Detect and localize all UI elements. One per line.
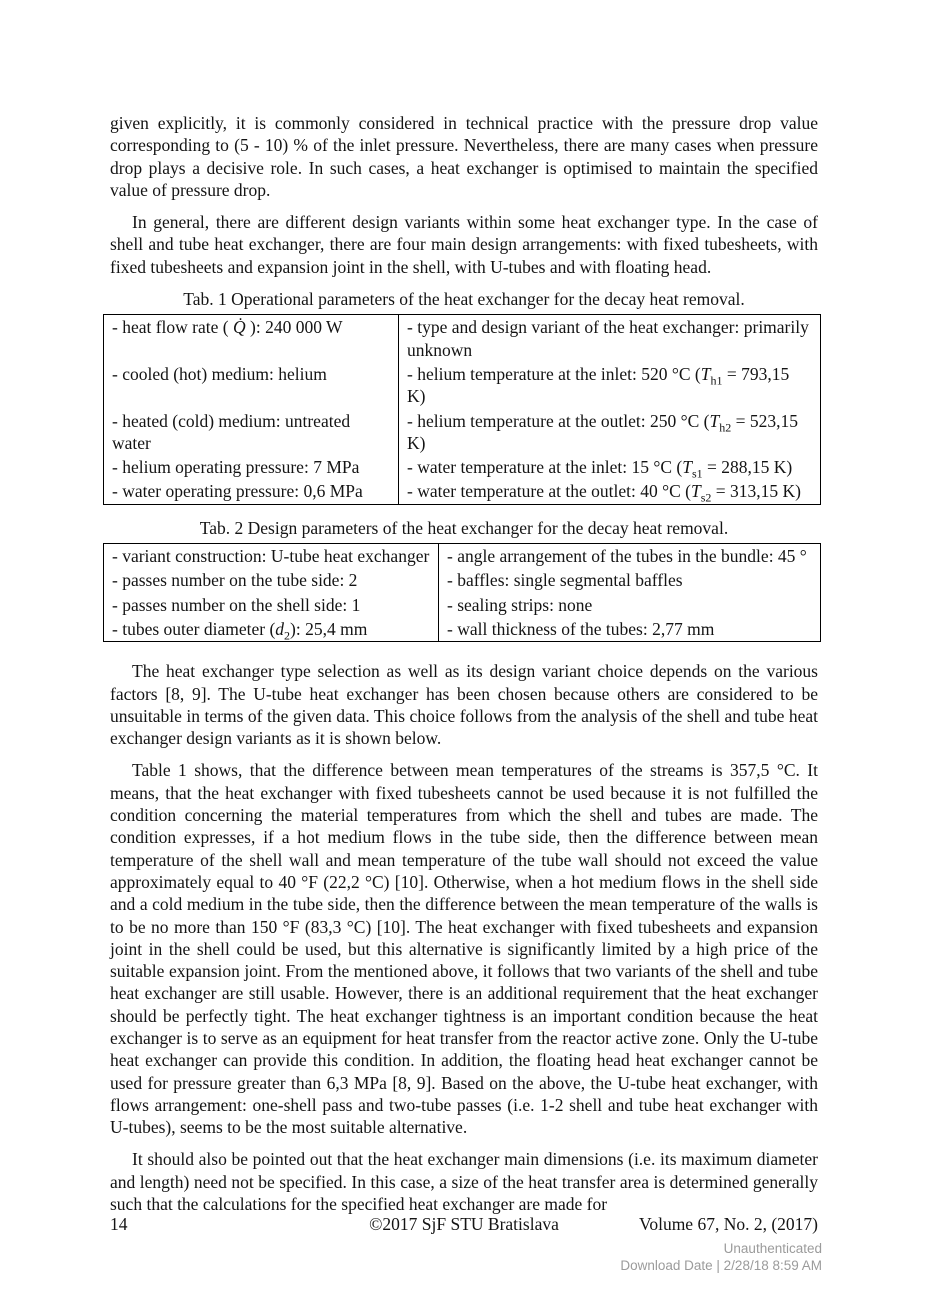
paragraph-main-dimensions: It should also be pointed out that the heat exchanger main dimensions (i.e. its maximum diameter and length) need not be specified. In this case, a size of the heat transfer area is determined generally such that the calculations for the specified heat exchanger are made for	[110, 1149, 818, 1215]
copyright-notice: ©2017 SjF STU Bratislava	[369, 1214, 559, 1234]
table-row	[104, 315, 821, 362]
table-cell: - sealing strips: none	[447, 594, 593, 615]
table-row	[104, 409, 821, 456]
table-cell: - variant construction: U-tube heat exchanger	[104, 544, 439, 569]
table-cell: - angle arrangement of the tubes in the bundle: 45 °	[447, 546, 807, 567]
download-stamp	[620, 1241, 822, 1274]
stamp-unauthenticated: Unauthenticated	[723, 1241, 822, 1256]
table-cell: - helium temperature at the outlet: 250 °C ($T_{h2} = 523,15$ K)	[407, 410, 798, 453]
table-1-operational-parameters	[103, 314, 821, 504]
table-cell: - wall thickness of the tubes: 2,77 mm	[447, 618, 715, 639]
paragraph-table1-analysis: Table 1 shows, that the difference between mean temperatures of the streams is 357,5 °C. It means, that the heat exchanger with fixed tubesheets cannot be used because it is not fulfilled the condition concerning the material temperatures from which the shell and tubes are made. The condition expresses, if a hot medium flows in the tube side, then the difference between mean temperature of the shell wall and mean temperature of the tube wall should not exceed the value approximately equal to 40 °F (22,2 °C) [10]. Otherwise, when a hot medium flows in the shell side and a cold medium in the tube side, then the difference between the mean temperature of the walls is to be no more than 150 °F (83,3 °C) [10]. The heat exchanger with fixed tubesheets and expansion joint in the shell could be used, but this alternative is significantly limited by a high price of the suitable expansion joint. From the mentioned above, it follows that two variants of the shell and tube heat exchanger are still usable. However, there is an additional requirement that the heat exchanger should be perfectly tight. The heat exchanger tightness is an important condition because the heat exchanger is to serve as an equipment for heat transfer from the reactor active zone. Only the U-tube heat exchanger can provide this condition. In addition, the floating head heat exchanger cannot be used for pressure greater than 6,3 MPa [8, 9]. Based on the above, the U-tube heat exchanger, with flows arrangement: one-shell pass and two-tube passes (i.e. 1-2 shell and tube heat exchanger with U-tubes), seems to be the most suitable alternative.	[110, 760, 818, 1138]
table-cell: - heated (cold) medium: untreated water	[104, 409, 399, 456]
table-cell: - cooled (hot) medium: helium	[104, 362, 399, 409]
table-row	[104, 593, 821, 617]
table-row	[104, 479, 821, 504]
table-row	[104, 362, 821, 409]
table-row	[104, 455, 821, 479]
table-2-design-parameters	[103, 543, 821, 642]
table-cell: - tubes outer diameter $(d_2)$: 25,4 mm	[104, 617, 439, 642]
stamp-download-date: Download Date | 2/28/18 8:59 AM	[620, 1257, 822, 1273]
table-1-caption: Tab. 1 Operational parameters of the heat exchanger for the decay heat removal.	[183, 289, 745, 310]
table-cell: - baffles: single segmental baffles	[447, 570, 683, 591]
table-cell: - helium operating pressure: 7 MPa	[104, 455, 399, 479]
table-row	[104, 568, 821, 592]
page-body-text	[110, 112, 818, 1225]
paragraph-type-selection: The heat exchanger type selection as well as its design variant choice depends on the various factors [8, 9]. The U-tube heat exchanger has been chosen because others are considered to be unsuitable in terms of the given data. This choice follows from the analysis of the shell and tube heat exchanger design variants as it is shown below.	[110, 661, 818, 749]
volume-info: Volume 67, No. 2, (2017)	[638, 1214, 818, 1234]
table-cell: - water temperature at the outlet: 40 °C ($T_{s2} = 313,15$ K)	[407, 481, 801, 505]
table-cell: - type and design variant of the heat exchanger: primarily unknown	[407, 317, 809, 360]
page-number: 14	[110, 1214, 128, 1234]
table-cell: - helium temperature at the inlet: 520 °C ($T_{h1} = 793,15$ K)	[407, 363, 790, 407]
table-row	[104, 617, 821, 642]
table-cell: - heat flow rate ( Q̇ ): 240 000 W	[104, 315, 399, 362]
table-cell: - water temperature at the inlet: 15 °C ($T_{s1} = 288,15$ K)	[407, 457, 793, 481]
table-cell: - passes number on the shell side: 1	[104, 593, 439, 617]
page-footer	[110, 1214, 818, 1235]
table-cell: - passes number on the tube side: 2	[104, 568, 439, 592]
table-row	[104, 544, 821, 569]
table-2-caption: Tab. 2 Design parameters of the heat exchanger for the decay heat removal.	[199, 517, 729, 538]
table-cell: - water operating pressure: 0,6 MPa	[104, 479, 399, 504]
paragraph-pressure-drop: given explicitly, it is commonly considered in technical practice with the pressure drop value corresponding to (5 - 10) % of the inlet pressure. Nevertheless, there are many cases when pressure drop plays a decisive role. In such cases, a heat exchanger is optimised to maintain the specified value of pressure drop.	[110, 113, 818, 200]
paragraph-design-variants: In general, there are different design variants within some heat exchanger type. In the case of shell and tube heat exchanger, there are four main design arrangements: with fixed tubesheets, with fixed tubesheets and expansion joint in the shell, with U-tubes and with floating head.	[110, 212, 818, 277]
